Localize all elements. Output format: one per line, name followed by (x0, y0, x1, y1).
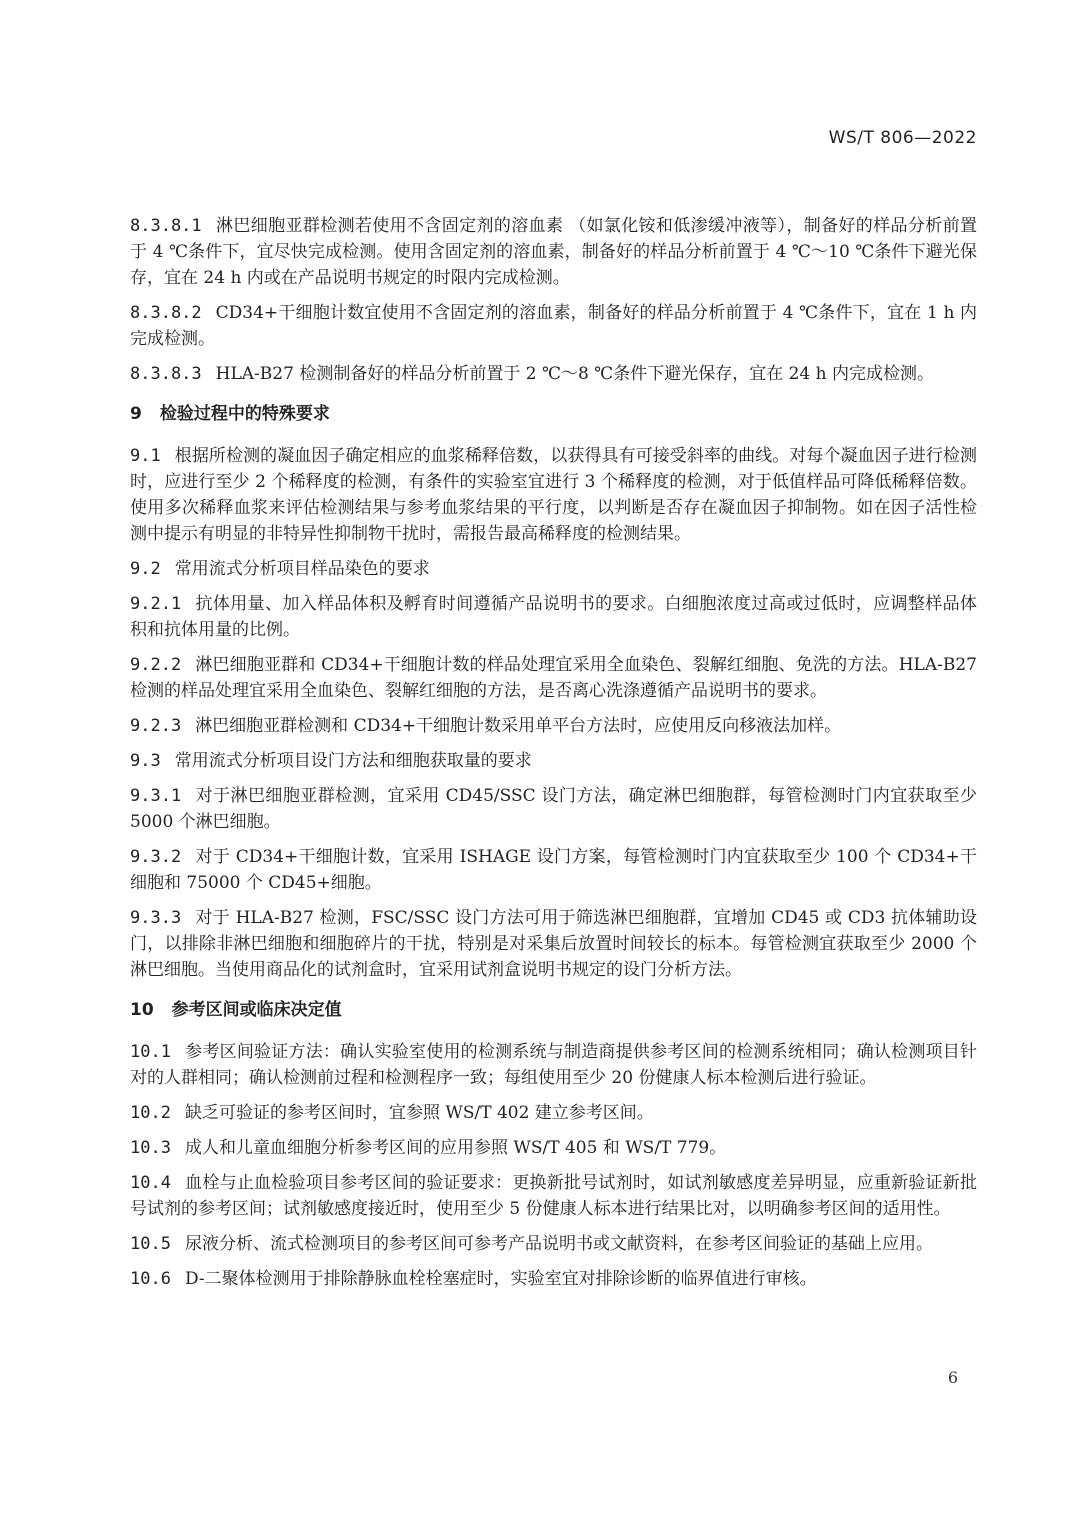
clause-text: 对于 CD34+干细胞计数，宜采用 ISHAGE 设门方案，每管检测时门内宜获取至少 100 个 CD34+干细胞和 75000 个 CD45+细胞。 (130, 847, 977, 893)
clause-paragraph (130, 443, 977, 547)
clause-number: 10.2 (130, 1103, 171, 1123)
clause-text: HLA-B27 检测制备好的样品分析前置于 2 ℃～8 ℃条件下避光保存，宜在 24 h 内完成检测。 (215, 364, 934, 384)
section-heading (130, 997, 977, 1023)
document-body (130, 213, 977, 1301)
clause-text: 检验过程中的特殊要求 (159, 404, 330, 424)
clause-text: 参考区间验证方法：确认实验室使用的检测系统与制造商提供参考区间的检测系统相同；确认检测项目针对的人群相同；确认检测前过程和检测程序一致；每组使用至少 20 份健康人标本检测后进行验证。 (130, 1042, 977, 1088)
clause-text: 缺乏可验证的参考区间时，宜参照 WS/T 402 建立参考区间。 (184, 1103, 654, 1123)
clause-number: 8.3.8.1 (130, 216, 202, 236)
clause-paragraph (130, 1135, 977, 1161)
clause-text: CD34+干细胞计数宜使用不含固定剂的溶血素，制备好的样品分析前置于 4 ℃条件下，宜在 1 h 内完成检测。 (130, 303, 977, 349)
clause-text: 成人和儿童血细胞分析参考区间的应用参照 WS/T 405 和 WS/T 779。 (184, 1138, 727, 1158)
clause-number: 10.4 (130, 1173, 171, 1193)
clause-paragraph (130, 783, 977, 835)
clause-number: 10 (130, 1000, 154, 1020)
clause-text: 根据所检测的凝血因子确定相应的血浆稀释倍数，以获得具有可接受斜率的曲线。对每个凝血因子进行检测时，应进行至少 2 个稀释度的检测，有条件的实验室宜进行 3 个稀释度的检测，对于低值样品可降低稀释倍数。使用多次稀释血浆来评估检测结果与参考血浆结果的平行度，以判断是否存在凝血因子抑制物。如在因子活性检测中提示有明显的非特异性抑制物干扰时，需报告最高稀释度的检测结果。 (130, 446, 977, 544)
clause-paragraph (130, 713, 977, 739)
clause-text: 淋巴细胞亚群检测若使用不含固定剂的溶血素 （如氯化铵和低渗缓冲液等），制备好的样品分析前置于 4 ℃条件下，宜尽快完成检测。使用含固定剂的溶血素，制备好的样品分析前置于 4 ℃～10 ℃条件下避光保存，宜在 24 h 内或在产品说明书规定的时限内完成检测。 (130, 216, 977, 288)
clause-paragraph (130, 556, 977, 582)
clause-text: 常用流式分析项目设门方法和细胞获取量的要求 (174, 751, 532, 771)
clause-paragraph (130, 652, 977, 704)
clause-paragraph (130, 1266, 977, 1292)
clause-paragraph (130, 905, 977, 983)
clause-number: 8.3.8.2 (130, 303, 202, 323)
clause-text: 抗体用量、加入样品体积及孵育时间遵循产品说明书的要求。白细胞浓度过高或过低时，应调整样品体积和抗体用量的比例。 (130, 594, 977, 640)
clause-number: 8.3.8.3 (130, 364, 202, 384)
clause-number: 9.3 (130, 751, 161, 771)
clause-number: 9 (130, 404, 142, 424)
clause-text: 常用流式分析项目样品染色的要求 (174, 559, 430, 579)
page-number: 6 (947, 1368, 958, 1387)
clause-text: D-二聚体检测用于排除静脉血栓栓塞症时，实验室宜对排除诊断的临界值进行审核。 (184, 1269, 817, 1289)
clause-number: 10.6 (130, 1269, 171, 1289)
clause-text: 对于 HLA-B27 检测，FSC/SSC 设门方法可用于筛选淋巴细胞群，宜增加 CD45 或 CD3 抗体辅助设门，以排除非淋巴细胞和细胞碎片的干扰，特别是对采集后放置时间较长的标本。每管检测宜获取至少 2000 个淋巴细胞。当使用商品化的试剂盒时，宜采用试剂盒说明书规定的设门分析方法。 (130, 908, 977, 980)
clause-number: 10.1 (130, 1042, 171, 1062)
clause-text: 淋巴细胞亚群检测和 CD34+干细胞计数采用单平台方法时，应使用反向移液法加样。 (195, 716, 842, 736)
clause-number: 10.5 (130, 1234, 171, 1254)
clause-paragraph (130, 213, 977, 291)
clause-number: 9.2 (130, 559, 161, 579)
clause-text: 尿液分析、流式检测项目的参考区间可参考产品说明书或文献资料，在参考区间验证的基础上应用。 (184, 1234, 933, 1254)
clause-number: 9.2.2 (130, 655, 182, 675)
clause-text: 淋巴细胞亚群和 CD34+干细胞计数的样品处理宜采用全血染色、裂解红细胞、免洗的方法。HLA-B27 检测的样品处理宜采用全血染色、裂解红细胞的方法，是否离心洗涤遵循产品说明书的要求。 (130, 655, 977, 701)
clause-number: 9.1 (130, 446, 161, 466)
clause-number: 9.2.3 (130, 716, 182, 736)
clause-number: 9.2.1 (130, 594, 182, 614)
clause-paragraph (130, 844, 977, 896)
clause-paragraph (130, 1100, 977, 1126)
section-heading (130, 401, 977, 427)
clause-number: 9.3.1 (130, 786, 182, 806)
clause-number: 10.3 (130, 1138, 171, 1158)
clause-paragraph (130, 361, 977, 387)
clause-text: 对于淋巴细胞亚群检测，宜采用 CD45/SSC 设门方法，确定淋巴细胞群，每管检测时门内宜获取至少 5000 个淋巴细胞。 (130, 786, 977, 832)
clause-text: 血栓与止血检验项目参考区间的验证要求：更换新批号试剂时，如试剂敏感度差异明显，应重新验证新批号试剂的参考区间；试剂敏感度接近时，使用至少 5 份健康人标本进行结果比对，以明确参考区间的适用性。 (130, 1173, 977, 1219)
clause-paragraph (130, 1039, 977, 1091)
clause-paragraph (130, 591, 977, 643)
clause-text: 参考区间或临床决定值 (171, 1000, 342, 1020)
clause-paragraph (130, 1170, 977, 1222)
clause-paragraph (130, 300, 977, 352)
clause-number: 9.3.3 (130, 908, 182, 928)
clause-paragraph (130, 748, 977, 774)
document-code-header: WS/T 806—2022 (828, 128, 977, 148)
clause-number: 9.3.2 (130, 847, 182, 867)
clause-paragraph (130, 1231, 977, 1257)
